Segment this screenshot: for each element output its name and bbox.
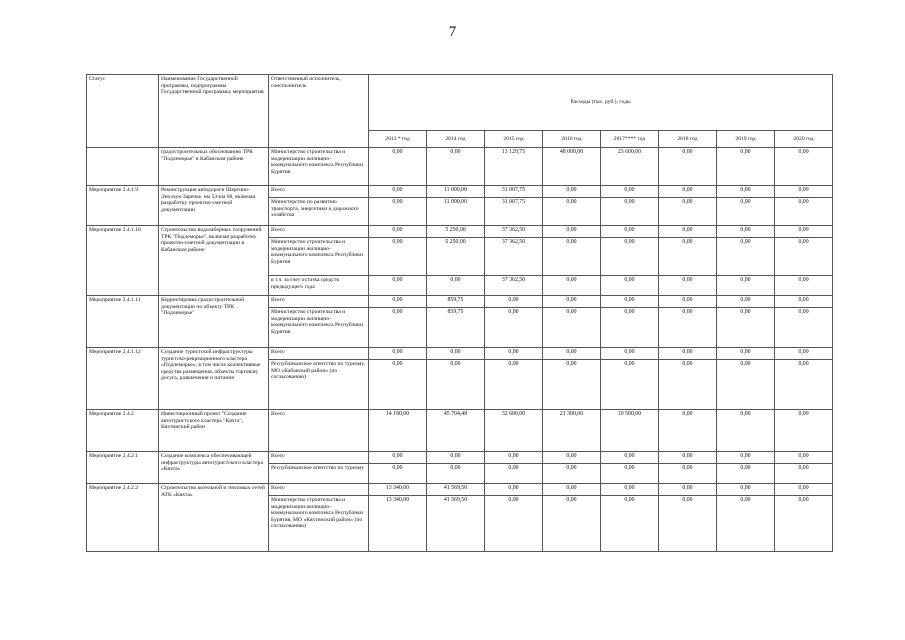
cell-name: Реконструкция автодороги Шергино-Энхэлук-Заречье, км 53-км 68, включая разработку проектно-сметной документации bbox=[159, 186, 269, 226]
cell-value: 13 340,00 bbox=[369, 496, 427, 552]
cell-value: 0,00 bbox=[659, 226, 717, 238]
cell-value: 0,00 bbox=[369, 296, 427, 308]
cell-responsible: Министерство строительства и модернизации жилищно-коммунального комплекса Республики Бурятия bbox=[269, 148, 369, 186]
cell-value: 11 000,00 bbox=[427, 186, 485, 198]
cell-value: 0,00 bbox=[717, 276, 775, 296]
cell-name: Строительство водозаборных сооружений ТРК "Подлеморье", включая разработку проектно-сметной документации в Кабанском районе bbox=[159, 226, 269, 296]
cell-value: 0,00 bbox=[369, 348, 427, 360]
cell-responsible: Всего bbox=[269, 296, 369, 308]
cell-value: 0,00 bbox=[659, 496, 717, 552]
cell-value: 0,00 bbox=[601, 186, 659, 198]
cell-responsible: Всего bbox=[269, 410, 369, 452]
cell-responsible: Республиканское агентство по туризму, МО «Кабанский район» (по согласованию) bbox=[269, 360, 369, 410]
cell-status: Мероприятие 2.4.2.2 bbox=[87, 484, 159, 552]
cell-value: 0,00 bbox=[601, 198, 659, 226]
cell-value: 41 569,50 bbox=[427, 496, 485, 552]
cell-value: 0,00 bbox=[775, 484, 833, 496]
cell-status: Мероприятие 2.4.1.10 bbox=[87, 226, 159, 296]
cell-value: 0,00 bbox=[659, 276, 717, 296]
cell-name: Строительство котельной и тепловых сетей АТК «Кяхта» bbox=[159, 484, 269, 552]
cell-value: 0,00 bbox=[427, 148, 485, 186]
cell-value: 0,00 bbox=[369, 148, 427, 186]
header-status: Статус bbox=[87, 75, 159, 148]
cell-value: 0,00 bbox=[659, 308, 717, 348]
cell-value: 5 250,00 bbox=[427, 226, 485, 238]
cell-value: 0,00 bbox=[369, 464, 427, 484]
cell-value: 14 190,00 bbox=[369, 410, 427, 452]
cell-value: 0,00 bbox=[717, 496, 775, 552]
cell-value: 0,00 bbox=[427, 348, 485, 360]
cell-value: 0,00 bbox=[369, 360, 427, 410]
table-body bbox=[87, 148, 833, 552]
cell-responsible: Всего bbox=[269, 348, 369, 360]
cell-value: 0,00 bbox=[659, 360, 717, 410]
cell-value: 0,00 bbox=[369, 276, 427, 296]
cell-responsible: Всего bbox=[269, 484, 369, 496]
table-row bbox=[87, 484, 833, 496]
cell-value: 0,00 bbox=[543, 186, 601, 198]
cell-responsible: Министерство по развитию транспорта, энергетики и дорожного хозяйства bbox=[269, 198, 369, 226]
cell-value: 0,00 bbox=[659, 484, 717, 496]
cell-value: 0,00 bbox=[601, 296, 659, 308]
cell-responsible: в т.ч. за счет остатка средств предыдущего года bbox=[269, 276, 369, 296]
cell-value: 0,00 bbox=[601, 484, 659, 496]
cell-value: 0,00 bbox=[543, 360, 601, 410]
cell-name: Создание туристской инфраструктуры туристско-рекреационного кластера «Подлеморье», в том числе коллективные средства размещения, объекты торговли, досуга, развлечения и питания bbox=[159, 348, 269, 410]
cell-value: 0,00 bbox=[717, 410, 775, 452]
cell-value: 0,00 bbox=[775, 464, 833, 484]
cell-value: 0,00 bbox=[775, 410, 833, 452]
header-year: 2013 * год bbox=[369, 131, 427, 148]
cell-status bbox=[87, 148, 159, 186]
cell-value: 0,00 bbox=[717, 186, 775, 198]
table-row bbox=[87, 410, 833, 452]
cell-responsible: Всего bbox=[269, 452, 369, 464]
header-year: 2016 год bbox=[543, 131, 601, 148]
cell-name: Создание комплекса обеспечивающей инфраструктуры автотуристского кластера «Кяхта» bbox=[159, 452, 269, 484]
cell-value: 0,00 bbox=[369, 198, 427, 226]
cell-responsible: Министерство строительства и модернизации жилищно-коммунального комплекса Республики Бурятия bbox=[269, 308, 369, 348]
header-year: 2015 год bbox=[485, 131, 543, 148]
header-year: 2019 год bbox=[717, 131, 775, 148]
cell-value: 13 129,75 bbox=[485, 148, 543, 186]
cell-value: 0,00 bbox=[775, 238, 833, 276]
cell-value: 0,00 bbox=[775, 198, 833, 226]
cell-value: 0,00 bbox=[369, 452, 427, 464]
cell-value: 859,75 bbox=[427, 308, 485, 348]
header-year: 2017**** год bbox=[601, 131, 659, 148]
table-row bbox=[87, 186, 833, 198]
cell-value: 0,00 bbox=[775, 496, 833, 552]
cell-value: 0,00 bbox=[717, 360, 775, 410]
cell-value: 0,00 bbox=[485, 296, 543, 308]
cell-value: 31 007,75 bbox=[485, 198, 543, 226]
page-number: 7 bbox=[448, 24, 457, 40]
cell-value: 0,00 bbox=[543, 464, 601, 484]
cell-value: 0,00 bbox=[775, 308, 833, 348]
cell-value: 0,00 bbox=[543, 198, 601, 226]
cell-value: 0,00 bbox=[659, 238, 717, 276]
cell-name: градостроительных обоснованию ТРК "Подлеморье" в Кабанском районе bbox=[159, 148, 269, 186]
cell-name: Корректировка градостроительной документации по объекту ТРК "Подлеморье" bbox=[159, 296, 269, 348]
cell-value: 0,00 bbox=[543, 308, 601, 348]
cell-value: 0,00 bbox=[775, 348, 833, 360]
cell-value: 0,00 bbox=[717, 226, 775, 238]
cell-status: Мероприятие 2.4.2.1 bbox=[87, 452, 159, 484]
cell-value: 0,00 bbox=[659, 296, 717, 308]
cell-status: Мероприятие 2.4.1.11 bbox=[87, 296, 159, 348]
cell-value: 0,00 bbox=[601, 360, 659, 410]
cell-value: 0,00 bbox=[659, 148, 717, 186]
cell-value: 48 000,00 bbox=[543, 148, 601, 186]
cell-value: 0,00 bbox=[659, 198, 717, 226]
cell-value: 37 362,50 bbox=[485, 238, 543, 276]
cell-value: 0,00 bbox=[543, 484, 601, 496]
cell-value: 0,00 bbox=[601, 464, 659, 484]
header-expenses: Расходы (тыс. руб.), годы bbox=[369, 75, 833, 131]
cell-value: 23 600,00 bbox=[601, 148, 659, 186]
cell-value: 21 300,00 bbox=[543, 410, 601, 452]
cell-value: 0,00 bbox=[717, 148, 775, 186]
cell-value: 0,00 bbox=[485, 308, 543, 348]
cell-value: 0,00 bbox=[369, 238, 427, 276]
cell-value: 0,00 bbox=[717, 484, 775, 496]
cell-value: 0,00 bbox=[485, 484, 543, 496]
cell-responsible: Всего bbox=[269, 226, 369, 238]
table-row bbox=[87, 348, 833, 360]
cell-value: 0,00 bbox=[659, 452, 717, 464]
cell-responsible: Всего bbox=[269, 186, 369, 198]
cell-value: 0,00 bbox=[775, 226, 833, 238]
table-row bbox=[87, 452, 833, 464]
cell-value: 0,00 bbox=[775, 186, 833, 198]
cell-value: 0,00 bbox=[717, 198, 775, 226]
cell-value: 0,00 bbox=[601, 238, 659, 276]
cell-value: 0,00 bbox=[775, 148, 833, 186]
header-name: Наименование Государственной программы, подпрограммы Государственной программы, мероприятия bbox=[159, 75, 269, 148]
cell-value: 0,00 bbox=[543, 452, 601, 464]
cell-value: 0,00 bbox=[775, 360, 833, 410]
table-row bbox=[87, 296, 833, 308]
header-year: 2018 год bbox=[659, 131, 717, 148]
cell-value: 37 362,50 bbox=[485, 276, 543, 296]
cell-value: 0,00 bbox=[601, 348, 659, 360]
cell-value: 31 007,75 bbox=[485, 186, 543, 198]
cell-value: 0,00 bbox=[717, 238, 775, 276]
cell-value: 0,00 bbox=[543, 496, 601, 552]
cell-responsible: Министерство строительства и модернизации жилищно-коммунального комплекса Республики Бурятия bbox=[269, 238, 369, 276]
cell-value: 0,00 bbox=[775, 452, 833, 464]
cell-value: 0,00 bbox=[717, 296, 775, 308]
cell-value: 41 569,50 bbox=[427, 484, 485, 496]
cell-value: 0,00 bbox=[543, 276, 601, 296]
cell-value: 0,00 bbox=[775, 276, 833, 296]
cell-status: Мероприятие 2.4.1.9 bbox=[87, 186, 159, 226]
cell-value: 0,00 bbox=[543, 226, 601, 238]
cell-value: 11 000,00 bbox=[427, 198, 485, 226]
cell-value: 0,00 bbox=[369, 226, 427, 238]
cell-value: 0,00 bbox=[543, 296, 601, 308]
cell-value: 0,00 bbox=[659, 464, 717, 484]
cell-value: 0,00 bbox=[485, 496, 543, 552]
cell-value: 0,00 bbox=[601, 496, 659, 552]
header-year: 2014 год bbox=[427, 131, 485, 148]
header-responsible: Ответственный исполнитель, соисполнитель bbox=[269, 75, 369, 148]
cell-status: Мероприятие 2.4.2 bbox=[87, 410, 159, 452]
cell-value: 0,00 bbox=[543, 348, 601, 360]
cell-value: 10 500,00 bbox=[601, 410, 659, 452]
cell-value: 0,00 bbox=[485, 348, 543, 360]
cell-value: 0,00 bbox=[601, 226, 659, 238]
cell-responsible: Министерство строительства и модернизации жилищно-коммунального комплекса Республики Бурятия, МО «Кяхтинский район» (по согласованию) bbox=[269, 496, 369, 552]
cell-value: 0,00 bbox=[427, 464, 485, 484]
cell-value: 45 704,48 bbox=[427, 410, 485, 452]
cell-value: 0,00 bbox=[717, 452, 775, 464]
table-row bbox=[87, 148, 833, 186]
cell-status: Мероприятие 2.4.1.12 bbox=[87, 348, 159, 410]
cell-value: 0,00 bbox=[717, 464, 775, 484]
cell-value: 0,00 bbox=[485, 452, 543, 464]
cell-value: 0,00 bbox=[485, 464, 543, 484]
cell-value: 0,00 bbox=[369, 186, 427, 198]
cell-responsible: Республиканское агентство по туризму bbox=[269, 464, 369, 484]
cell-value: 0,00 bbox=[659, 410, 717, 452]
cell-value: 13 340,00 bbox=[369, 484, 427, 496]
cell-value: 0,00 bbox=[659, 186, 717, 198]
cell-value: 0,00 bbox=[427, 452, 485, 464]
cell-value: 0,00 bbox=[601, 452, 659, 464]
cell-value: 37 362,50 bbox=[485, 226, 543, 238]
cell-value: 0,00 bbox=[427, 360, 485, 410]
cell-value: 0,00 bbox=[601, 308, 659, 348]
cell-value: 32 600,00 bbox=[485, 410, 543, 452]
budget-table bbox=[86, 74, 833, 552]
cell-value: 0,00 bbox=[369, 308, 427, 348]
cell-value: 0,00 bbox=[659, 348, 717, 360]
cell-value: 0,00 bbox=[717, 348, 775, 360]
cell-value: 0,00 bbox=[543, 238, 601, 276]
cell-value: 5 250,00 bbox=[427, 238, 485, 276]
table-row bbox=[87, 226, 833, 238]
cell-value: 0,00 bbox=[601, 276, 659, 296]
cell-value: 859,75 bbox=[427, 296, 485, 308]
cell-value: 0,00 bbox=[427, 276, 485, 296]
cell-value: 0,00 bbox=[717, 308, 775, 348]
cell-value: 0,00 bbox=[485, 360, 543, 410]
cell-name: Инвестиционный проект "Создание автотуристского кластера "Кяхта", Кяхтинский район bbox=[159, 410, 269, 452]
header-year: 2020 год bbox=[775, 131, 833, 148]
cell-value: 0,00 bbox=[775, 296, 833, 308]
